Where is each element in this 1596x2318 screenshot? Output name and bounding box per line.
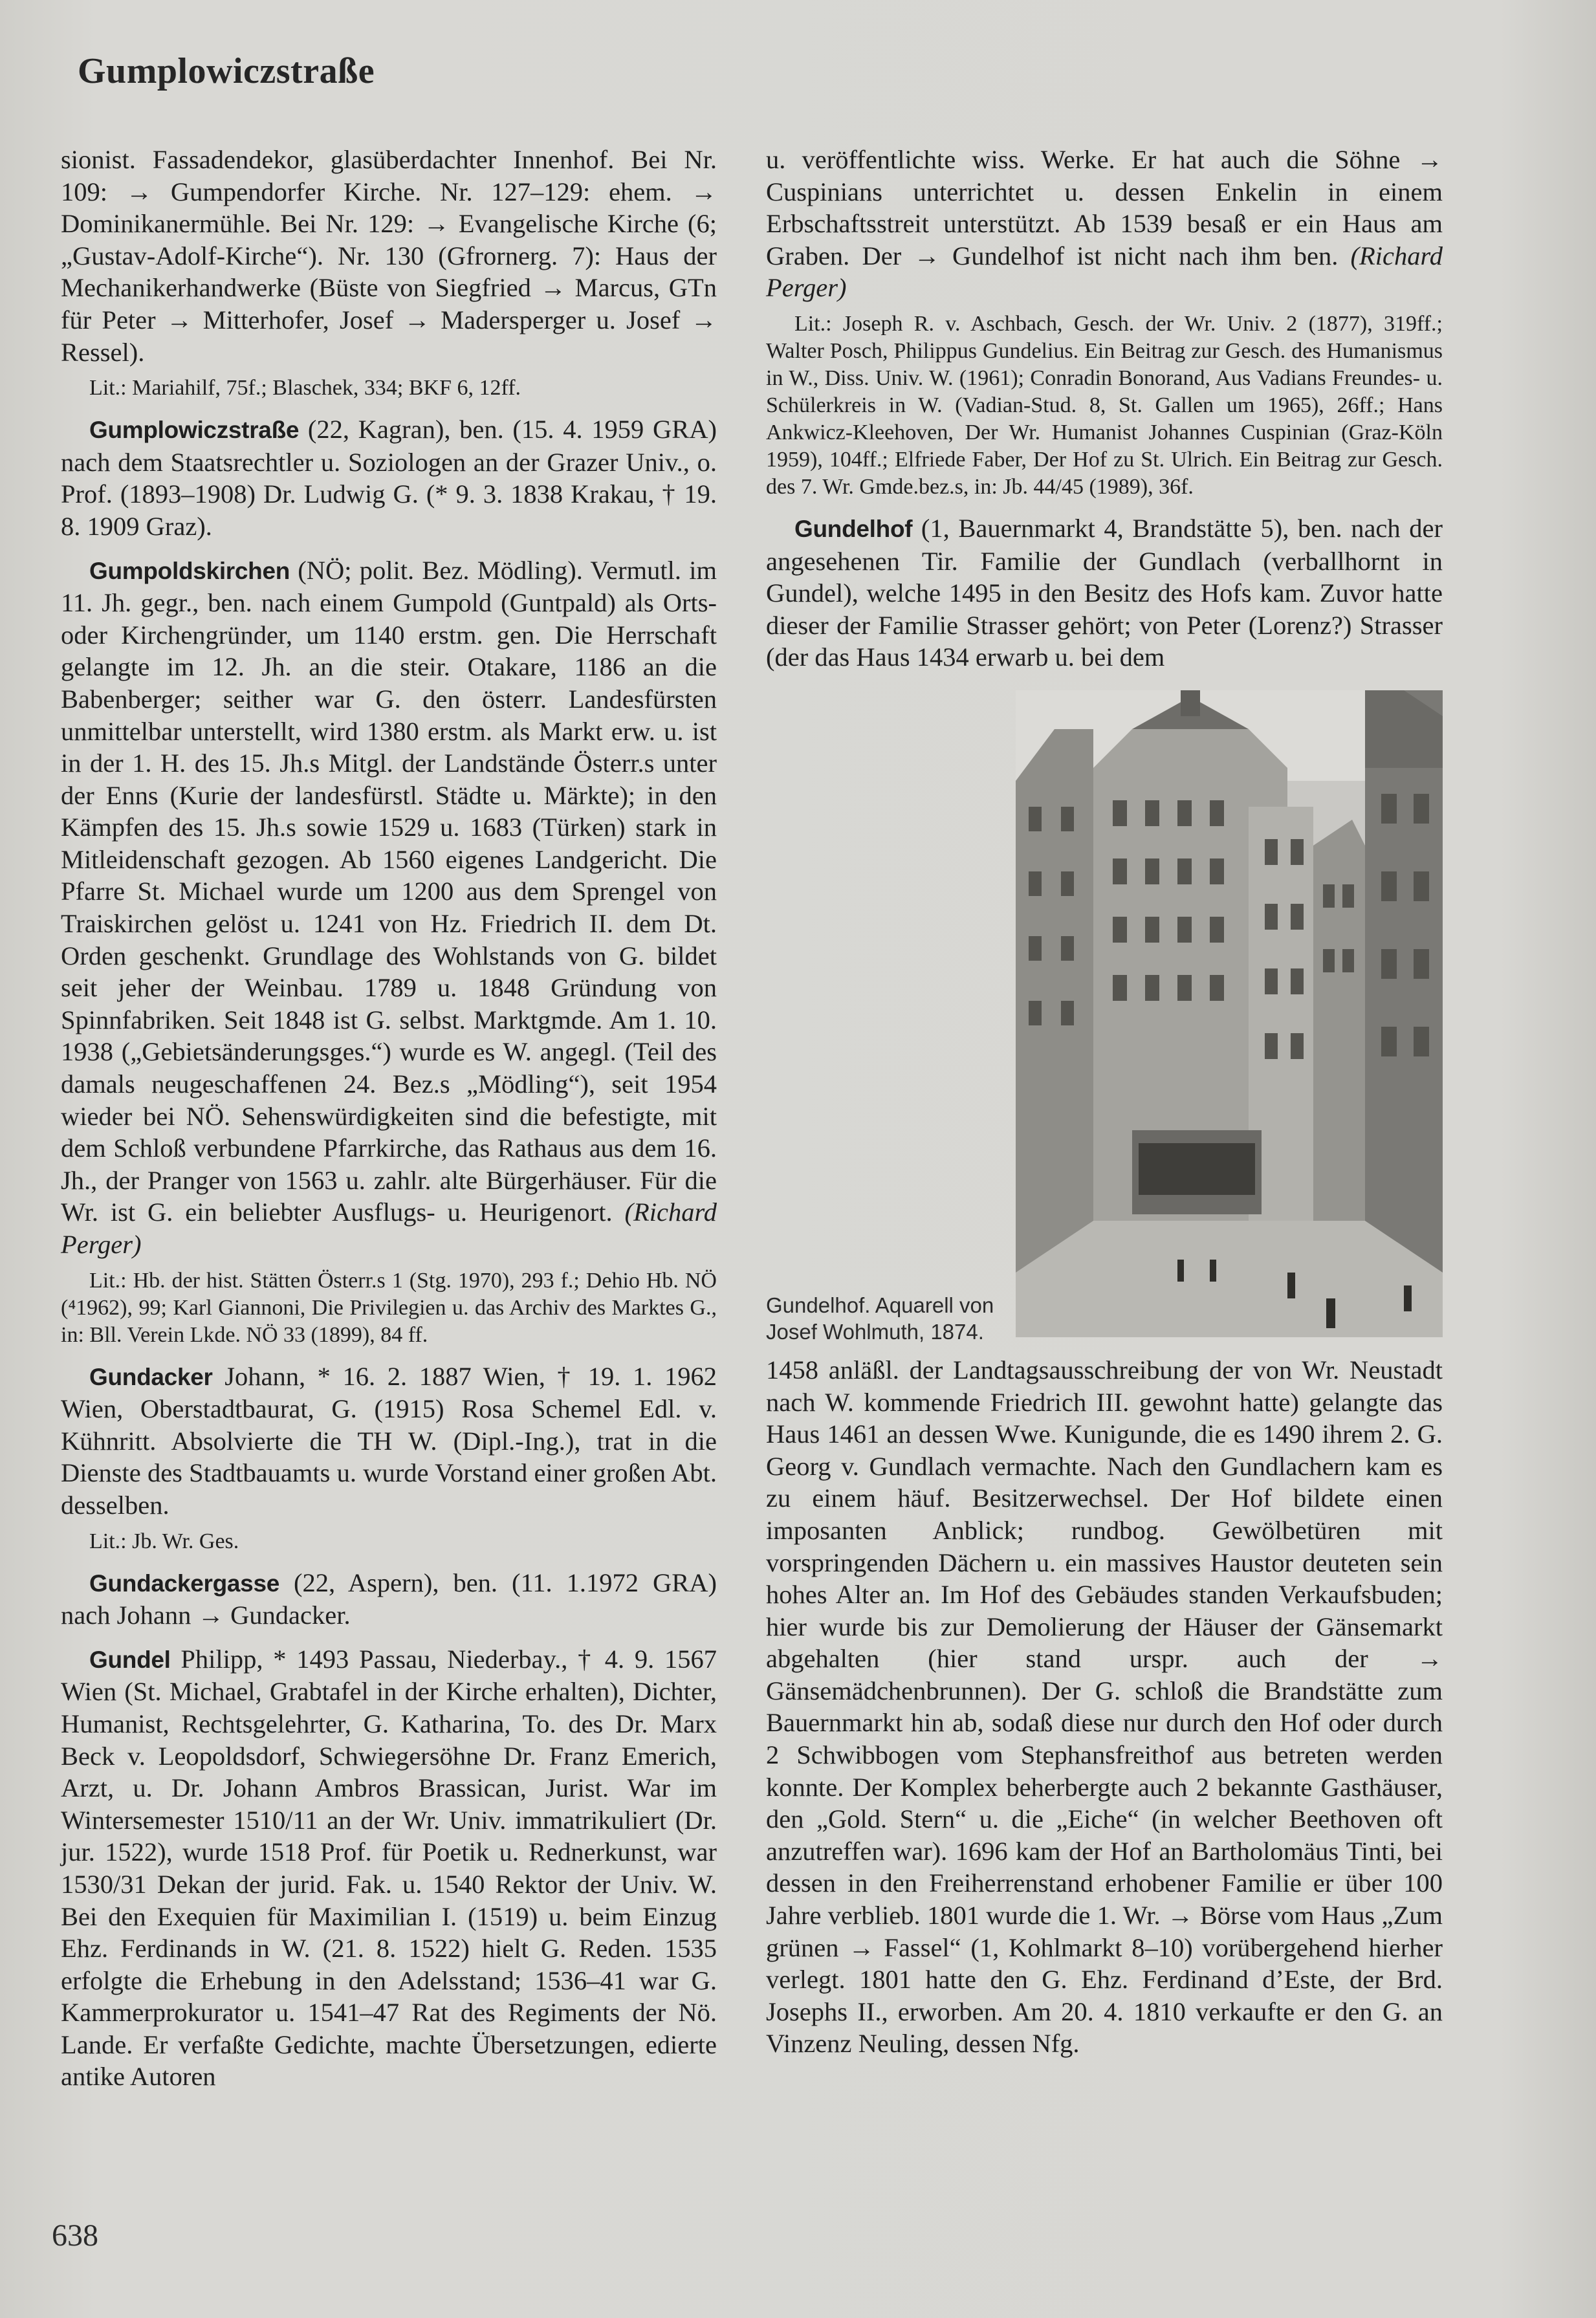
- entry-text: Johann, * 16. 2. 1887 Wien, † 19. 1. 1962 Wien, Oberstadtbaurat, G. (1915) Rosa Schemel Edl. v. Kühnritt. Absolvierte die TH W. (Dipl.-Ing.), trat in die Dienste des Stadtbauamts u. wurde Vorstand einer großen Abt. desselben.: [61, 1361, 717, 1520]
- entry-gundel: [61, 1643, 717, 2093]
- entry-text: (1, Bauernmarkt 4, Brandstätte 5), ben. nach der angesehenen Tir. Familie der Gundlach (verballhornt in Gundel), welche 1495 in den Besitz des Hofs kam. Zuvor hatte dieser der Familie Strasser gehört; von Peter (Lorenz?) Strasser (der das Haus 1434 erwarb u. bei dem: [766, 513, 1443, 672]
- entry-gundelhof: [766, 512, 1443, 673]
- literature-note: Lit.: Mariahilf, 75f.; Blaschek, 334; BKF 6, 12ff.: [89, 376, 521, 400]
- entry-headword: Gundelhof: [794, 515, 913, 542]
- entry-text: (22, Kagran), ben. (15. 4. 1959 GRA) nach dem Staatsrechtler u. Soziologen an der Grazer Univ., o. Prof. (1893–1908) Dr. Ludwig G. (* 9. 3. 1838 Krakau, † 19. 8. 1909 Graz).: [61, 415, 717, 541]
- entry-headword: Gundel: [89, 1646, 171, 1673]
- entry-text: (22, Aspern), ben. (11. 1.1972 GRA) nach Johann → Gundacker.: [61, 1568, 717, 1630]
- entry-gumplowiczstrasse: [61, 413, 717, 542]
- entry-headword: Gundacker: [89, 1363, 213, 1390]
- entry-text: Philipp, * 1493 Passau, Niederbay., † 4. 9. 1567 Wien (St. Michael, Grabtafel in der Kirche erhalten), Dichter, Humanist, Rechtsgelehrter, G. Katharina, To. des Dr. Marx Beck v. Leopoldsdorf, Schwiegersöhne Dr. Franz Emerich, Arzt, u. Dr. Johann Ambros Brassican, Jurist. War im Wintersemester 1510/11 an der Wr. Univ. immatrikuliert (Dr. jur. 1522), wurde 1518 Prof. für Poetik u. Rednerkunst, war 1530/31 Dekan der jurid. Fak. u. 1540 Rektor der Univ. W. Bei den Exequien für Maximilian I. (1519) u. beim Einzug Ehz. Ferdinands in W. (21. 8. 1522) hielt G. Reden. 1535 erfolgte die Erhebung in den Adelsstand; 1536–41 war G. Kammerprokurator u. 1541–47 Rat des Regiments der Nö. Lande. Er verfaßte Gedichte, machte Übersetzungen, edierte antike Autoren: [61, 1644, 717, 2092]
- entry-headword: Gumpoldskirchen: [89, 557, 290, 584]
- author-signature: (Richard Perger): [61, 1197, 717, 1259]
- entry-headword: Gundackergasse: [89, 1569, 280, 1597]
- figure: [766, 690, 1443, 1345]
- entry-headword: Gumplowiczstraße: [89, 417, 300, 444]
- entry-continuation: [766, 144, 1443, 304]
- engraving-illustration-icon: [1016, 690, 1443, 1337]
- running-head: Gumplowiczstraße: [78, 51, 375, 91]
- entry-gundacker: [61, 1361, 717, 1522]
- literature-note: Lit.: Hb. der hist. Stätten Österr.s 1 (Stg. 1970), 293 f.; Dehio Hb. NÖ (⁴1962), 99; Karl Giannoni, Die Privilegien u. das Archiv des Marktes G., in: Bll. Verein Lkde. NÖ 33 (1899), 84 ff.: [61, 1268, 717, 1347]
- right-column: [766, 144, 1443, 2060]
- entry-gundackergasse: [61, 1567, 717, 1632]
- entry-text: u. veröffentlichte wiss. Werke. Er hat auch die Söhne → Cuspinians unterrichtet u. dessen Enkelin in einem Erbschaftsstreit unterstützt. Ab 1539 besaß er ein Haus am Graben. Der → Gundelhof ist nicht nach ihm ben.: [766, 145, 1443, 270]
- author-signature: (Richard Perger): [766, 241, 1443, 303]
- literature-note: Lit.: Jb. Wr. Ges.: [89, 1529, 239, 1553]
- literature-note: Lit.: Joseph R. v. Aschbach, Gesch. der Wr. Univ. 2 (1877), 319ff.; Walter Posch, Philippus Gundelius. Ein Beitrag zur Gesch. des Humanismus in W., Diss. Univ. W. (1961); Conradin Bonorand, Aus Vadians Freundes- u. Schülerkreis in W. (Vadian-Stud. 8, St. Gallen um 1965), 26ff.; Hans Ankwicz-Kleehoven, Der Wr. Humanist Johannes Cuspinian (Graz-Köln 1959), 104ff.; Elfriede Faber, Der Hof zu St. Ulrich. Ein Beitrag zur Gesch. des 7. Wr. Gmde.bez.s, in: Jb. 44/45 (1989), 36f.: [766, 311, 1443, 499]
- entry-text: (NÖ; polit. Bez. Mödling). Vermutl. im 11. Jh. gegr., ben. nach einem Gumpold (Guntpald) als Orts- oder Kirchengründer, um 1140 erstm. gen. Die Herrschaft gelangte im 12. Jh. an die steir. Otakare, 1186 an die Babenberger; seither war G. den österr. Landesfürsten unmittelbar unterstellt, wird 1380 erstm. als Markt erw. u. ist in der 1. H. des 15. Jh.s Mitgl. der Landstände Österr.s unter der Enns (Kurie der landesfürstl. Städte u. Märkte); in den Kämpfen des 15. Jh.s sowie 1529 u. 1683 (Türken) stark in Mitleidenschaft gezogen. Ab 1560 eigenes Landgericht. Die Pfarre St. Michael wurde um 1200 aus dem Sprengel von Traiskirchen gelöst u. 1241 von Hz. Friedrich II. dem Dt. Orden geschenkt. Grundlage des Wohlstands von G. bildet seit jeher der Weinbau. 1789 u. 1848 Gründung von Spinnfabriken. Seit 1848 ist G. selbst. Marktgmde. Am 1. 10. 1938 („Gebietsänderungsges.“) wurde es W. angegl. (Teil des damals neugeschaffenen 24. Bez.s „Mödling“), seit 1954 wieder bei NÖ. Sehenswürdigkeiten sind die befestigte, mit dem Schloß verbundene Pfarrkirche, das Rathaus aus dem 16. Jh., der Pranger von 1563 u. zahlr. alte Bürgerhäuser. Für die Wr. ist G. ein beliebter Ausflugs- u. Heurigenort.: [61, 555, 717, 1227]
- entry-continuation: 1458 anläßl. der Landtagsausschreibung der von Wr. Neustadt nach W. kommende Friedrich III. gewohnt hatte) gelangte das Haus 1461 an dessen Wwe. Kunigunde, die es 1490 ihrem 2. G. Georg v. Gundlach vermachte. Nach den Gundlachern kam es zu einem häuf. Besitzerwechsel. Der Hof bildete einen imposanten Anblick; rundbog. Gewölbetüren mit vorspringenden Dächern u. ein massives Haustor deuteten sein hohes Alter an. Im Hof des Gebäudes standen Verkaufsbuden; hier wurde bis zur Demolierung der Häuser der Gänsemarkt abgehalten (hier stand urspr. auch der → Gänsemädchenbrunnen). Der G. schloß die Brandstätte zum Bauernmarkt hin ab, sodaß diese nur durch den Hof oder durch 2 Schwibbogen vom Stephansfreithof aus betreten werden konnte. Der Komplex beherbergte auch 2 bekannte Gasthäuser, den „Gold. Stern“ u. die „Eiche“ (in welcher Beethoven oft anzutreffen war). 1696 kam der Hof an Bartholomäus Tinti, bei dessen in den Freiherrenstand erhobener Familie er über 100 Jahre verblieb. 1801 wurde die 1. Wr. → Börse vom Haus „Zum grünen → Fassel“ (1, Kohlmarkt 8–10) vorübergehend hierher verlegt. 1801 hatte den G. Ehz. Ferdinand d’Este, der Brd. Josephs II., erworben. Am 20. 4. 1810 verkaufte er den G. an Vinzenz Neuling, dessen Nfg.: [766, 1355, 1443, 2059]
- left-column: [61, 144, 717, 2093]
- figure-caption: Gundelhof. Aquarell von Josef Wohlmuth, 1874.: [766, 1293, 994, 1344]
- entry-gumpoldskirchen: [61, 554, 717, 1261]
- page-number: 638: [52, 2218, 98, 2253]
- entry-continuation: sionist. Fassadendekor, glasüberdachter Innenhof. Bei Nr. 109: → Gumpendorfer Kirche. Nr. 127–129: ehem. → Dominikanermühle. Bei Nr. 129: → Evangelische Kirche (6; „Gustav-Adolf-Kirche“). Nr. 130 (Gfrornerg. 7): Haus der Mechanikerhandwerke (Büste von Siegfried → Marcus, GTn für Peter → Mitterhofer, Josef → Madersperger u. Josef → Ressel).: [61, 145, 717, 367]
